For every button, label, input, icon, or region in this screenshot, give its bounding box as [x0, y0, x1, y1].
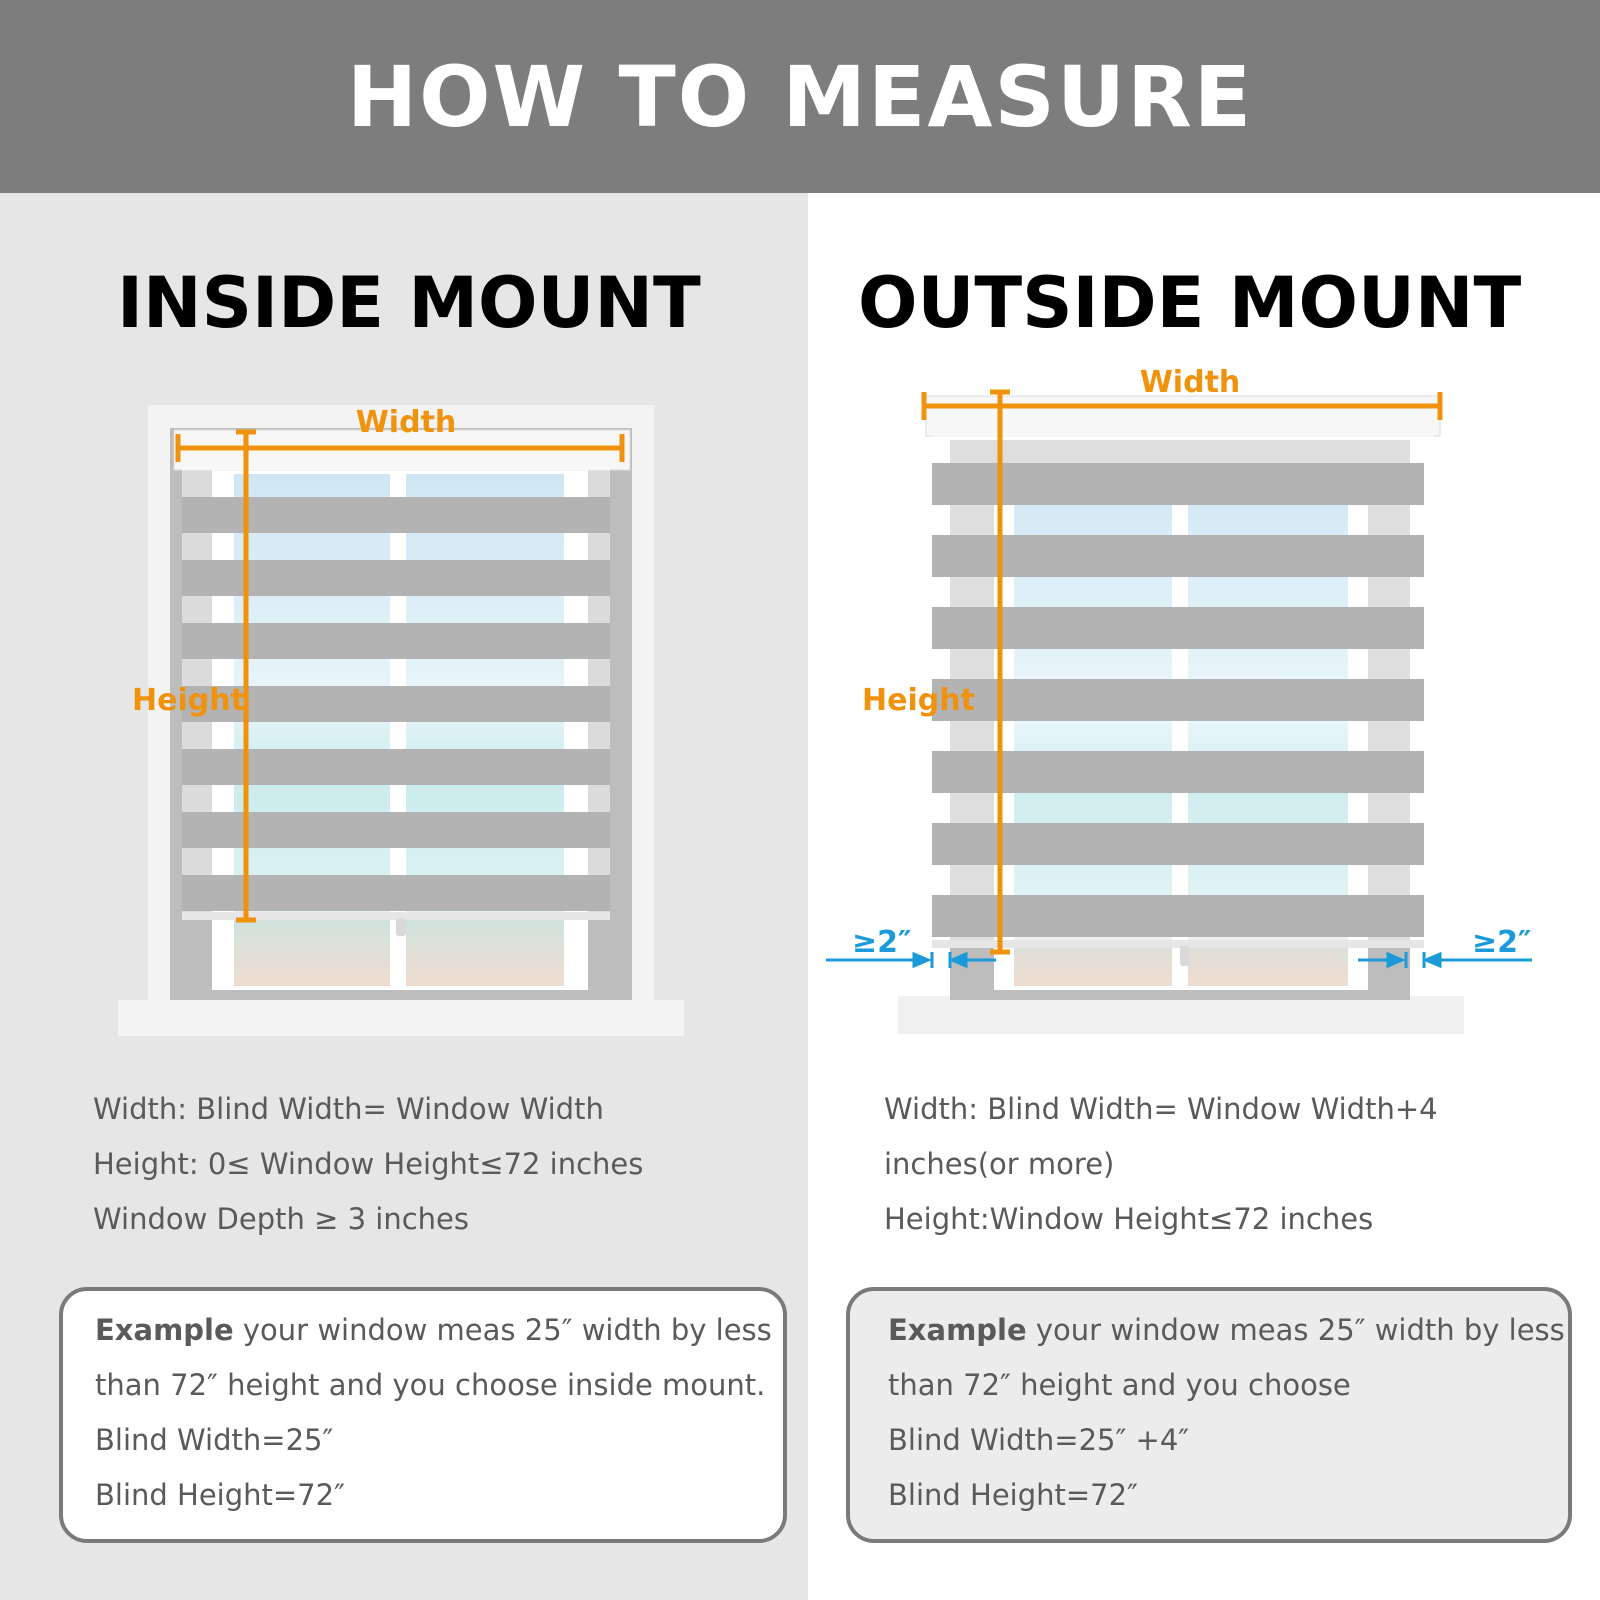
outside-clearance-left: ≥2″	[852, 925, 912, 960]
inside-example-bold: Example	[95, 1313, 234, 1347]
inside-example-line2: than 72″ height and you choose inside mount.	[95, 1368, 766, 1402]
outside-height-label: Height	[862, 683, 975, 718]
inside-height-label: Height	[132, 683, 245, 718]
outside-example-line4: Blind Height=72″	[888, 1478, 1138, 1512]
outside-example-line1	[888, 1303, 1568, 1358]
page-title: HOW TO MEASURE	[346, 47, 1254, 146]
outside-blind-bottom-rail	[932, 940, 1424, 948]
inside-window-sill	[118, 1000, 684, 1036]
outside-example-line3: Blind Width=25″ +4″	[888, 1423, 1190, 1457]
inside-example-line1	[95, 1303, 783, 1358]
outside-window-sill	[898, 996, 1464, 1034]
inside-example-line3: Blind Width=25″	[95, 1423, 334, 1457]
outside-window-illustration	[826, 365, 1532, 1034]
outside-width-label: Width	[1139, 365, 1241, 400]
inside-spec-width: Width: Blind Width= Window Width	[93, 1092, 604, 1126]
inside-window-illustration	[118, 405, 684, 1036]
outside-example-bold: Example	[888, 1313, 1027, 1347]
outside-specs	[884, 1082, 1438, 1247]
outside-blind-pull	[1180, 946, 1190, 966]
inside-mount-title: INSIDE MOUNT	[117, 262, 701, 344]
outside-example-line1-text: your window meas 25″ width by less	[1026, 1313, 1565, 1347]
inside-specs	[93, 1082, 643, 1247]
outside-spec-height: Height:Window Height≤72 inches	[884, 1202, 1374, 1236]
inside-example-line1-text: your window meas 25″ width by less	[233, 1313, 772, 1347]
outside-blind-headrail	[926, 396, 1440, 436]
outside-example-box	[846, 1287, 1572, 1543]
inside-example-line4: Blind Height=72″	[95, 1478, 345, 1512]
inside-blind-pull	[396, 918, 406, 936]
outside-spec-width-cont: inches(or more)	[884, 1147, 1115, 1181]
inside-spec-depth: Window Depth ≥ 3 inches	[93, 1202, 470, 1236]
outside-clearance-right: ≥2″	[1472, 925, 1532, 960]
inside-spec-height: Height: 0≤ Window Height≤72 inches	[93, 1147, 644, 1181]
outside-example-line2: than 72″ height and you choose	[888, 1368, 1351, 1402]
outside-mount-title: OUTSIDE MOUNT	[858, 262, 1522, 344]
outside-spec-width: Width: Blind Width= Window Width+4	[884, 1092, 1438, 1126]
inside-example-box	[59, 1287, 787, 1543]
inside-width-label: Width	[355, 405, 457, 440]
